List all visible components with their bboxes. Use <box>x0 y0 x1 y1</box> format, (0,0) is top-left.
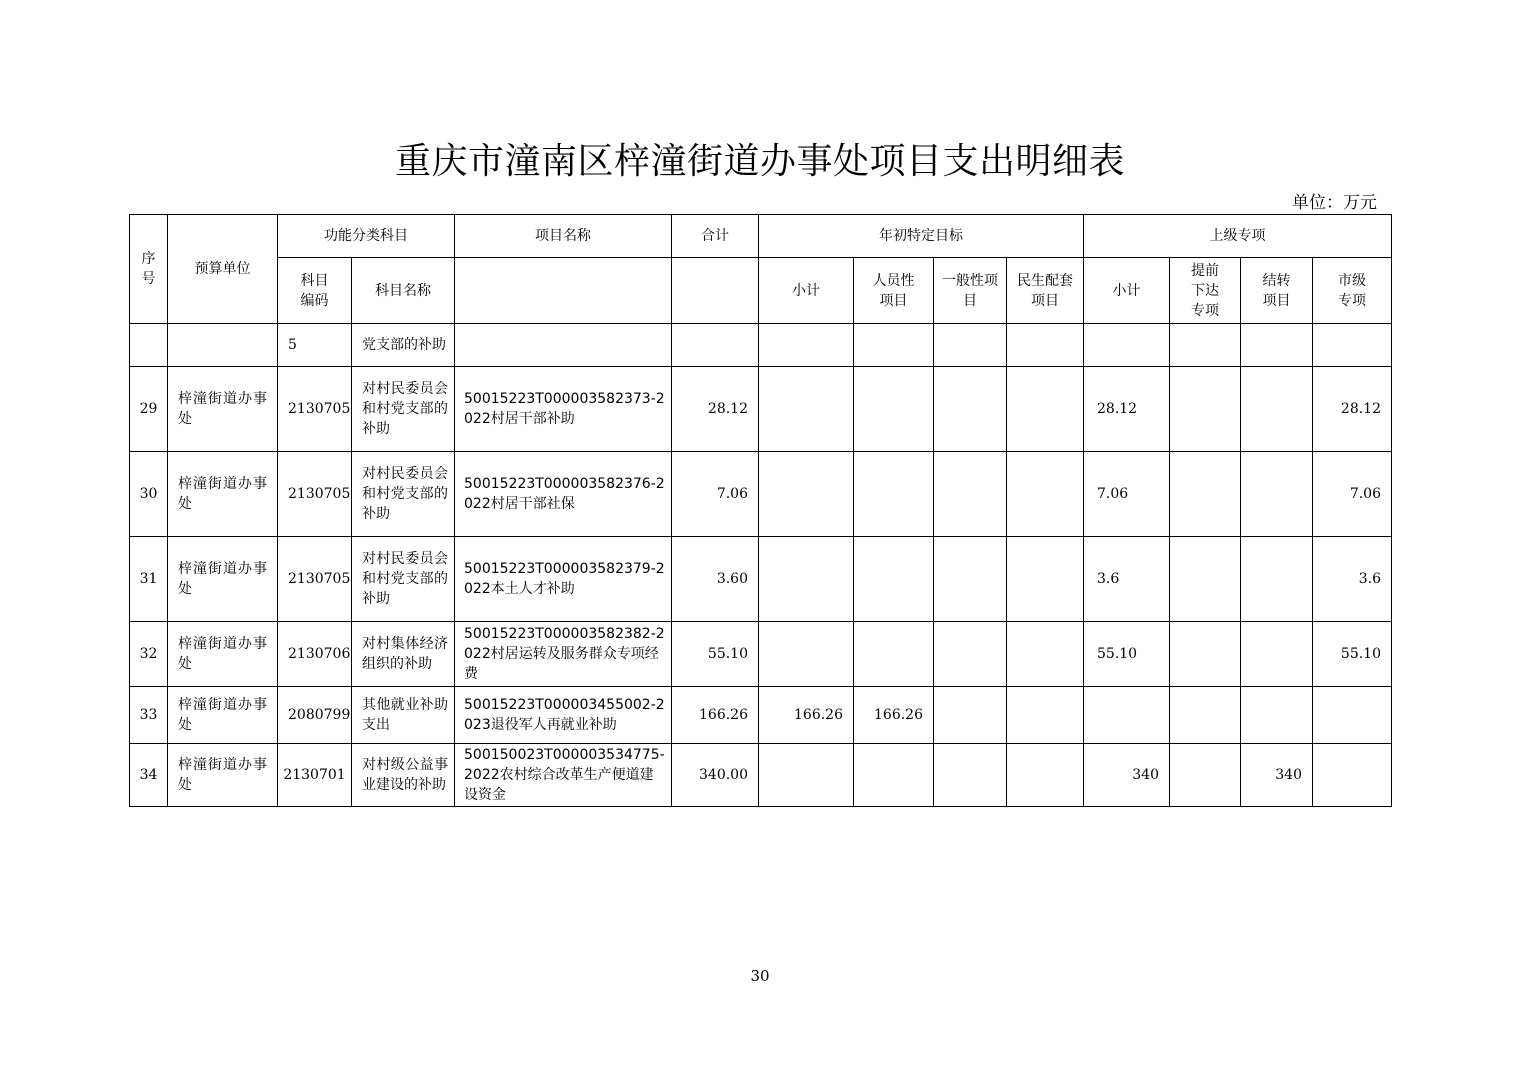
cell-annual-subtotal <box>759 537 854 622</box>
cell-livelihood <box>1007 367 1084 452</box>
header-superior-subtotal: 小计 <box>1084 258 1170 324</box>
cell-total: 7.06 <box>672 452 759 537</box>
header-superior: 上级专项 <box>1084 215 1392 258</box>
cell-budget-unit: 梓潼街道办事处 <box>168 367 278 452</box>
cell-livelihood <box>1007 452 1084 537</box>
cell-general <box>934 537 1007 622</box>
cell-personnel <box>854 537 934 622</box>
cell-seq: 32 <box>130 622 168 687</box>
cell-advance <box>1170 744 1241 807</box>
cell-project-name: 50015223T000003455002-2023退役军人再就业补助 <box>455 687 672 744</box>
cell-code: 2130706 <box>278 622 352 687</box>
cell-carryover <box>1241 367 1313 452</box>
cell-annual-subtotal <box>759 744 854 807</box>
cont-subject-name: 党支部的补助 <box>352 324 455 367</box>
cell-general <box>934 367 1007 452</box>
cell-total: 3.60 <box>672 537 759 622</box>
cont-code: 5 <box>278 324 352 367</box>
cell-seq: 30 <box>130 452 168 537</box>
table-row <box>130 367 1392 452</box>
cell-general <box>934 687 1007 744</box>
cell-annual-subtotal: 166.26 <box>759 687 854 744</box>
cell-subject-name: 对村集体经济组织的补助 <box>352 622 455 687</box>
cell-seq: 31 <box>130 537 168 622</box>
cell-livelihood <box>1007 744 1084 807</box>
cell-personnel <box>854 744 934 807</box>
cell-subject-name: 对村民委员会和村党支部的补助 <box>352 452 455 537</box>
cell-advance <box>1170 622 1241 687</box>
cell-superior-subtotal: 7.06 <box>1084 452 1170 537</box>
page-title: 重庆市潼南区梓潼街道办事处项目支出明细表 <box>394 141 1125 182</box>
cell-city <box>1313 687 1392 744</box>
cell-total: 28.12 <box>672 367 759 452</box>
cell-carryover <box>1241 687 1313 744</box>
cell-seq: 33 <box>130 687 168 744</box>
cell-subject-name: 对村级公益事业建设的补助 <box>352 744 455 807</box>
cell-superior-subtotal: 28.12 <box>1084 367 1170 452</box>
table-row <box>130 744 1392 807</box>
cont-unit <box>168 324 278 367</box>
header-advance: 提前下达专项 <box>1170 258 1241 324</box>
header-subject-name: 科目名称 <box>352 258 455 324</box>
header-row-2 <box>130 258 1392 324</box>
cell-budget-unit: 梓潼街道办事处 <box>168 744 278 807</box>
cell-livelihood <box>1007 622 1084 687</box>
table-row <box>130 452 1392 537</box>
cell-code: 2130701 <box>278 744 352 807</box>
cell-general <box>934 622 1007 687</box>
cell-budget-unit: 梓潼街道办事处 <box>168 537 278 622</box>
cell-city <box>1313 744 1392 807</box>
cell-annual-subtotal <box>759 367 854 452</box>
cell-budget-unit: 梓潼街道办事处 <box>168 687 278 744</box>
cell-general <box>934 744 1007 807</box>
cell-code: 2080799 <box>278 687 352 744</box>
cell-city: 3.6 <box>1313 537 1392 622</box>
header-row-1 <box>130 215 1392 258</box>
cont-seq <box>130 324 168 367</box>
cell-project-name: 50015223T000003582382-2022村居运转及服务群众专项经费 <box>455 622 672 687</box>
cell-seq: 34 <box>130 744 168 807</box>
cell-carryover <box>1241 452 1313 537</box>
cell-general <box>934 452 1007 537</box>
cell-personnel: 166.26 <box>854 687 934 744</box>
cell-seq: 29 <box>130 367 168 452</box>
cell-code: 2130705 <box>278 537 352 622</box>
header-general: 一般性项目 <box>934 258 1007 324</box>
cell-advance <box>1170 687 1241 744</box>
cell-carryover <box>1241 622 1313 687</box>
header-budget-unit: 预算单位 <box>168 215 278 324</box>
header-project-name: 项目名称 <box>455 215 672 258</box>
expenditure-table <box>129 214 1392 807</box>
header-code: 科目编码 <box>278 258 352 324</box>
page-number: 30 <box>750 967 770 985</box>
table-row <box>130 622 1392 687</box>
table-row <box>130 537 1392 622</box>
cell-total: 340.00 <box>672 744 759 807</box>
continuation-row <box>130 324 1392 367</box>
cell-superior-subtotal <box>1084 687 1170 744</box>
cell-carryover <box>1241 537 1313 622</box>
cell-total: 55.10 <box>672 622 759 687</box>
cell-code: 2130705 <box>278 452 352 537</box>
header-func-class: 功能分类科目 <box>278 215 455 258</box>
cell-advance <box>1170 367 1241 452</box>
cell-total: 166.26 <box>672 687 759 744</box>
cell-superior-subtotal: 55.10 <box>1084 622 1170 687</box>
cell-city: 55.10 <box>1313 622 1392 687</box>
cell-annual-subtotal <box>759 622 854 687</box>
header-livelihood: 民生配套项目 <box>1007 258 1084 324</box>
cell-project-name: 500150023T000003534775-2022农村综合改革生产便道建设资金 <box>455 744 672 807</box>
cell-superior-subtotal: 3.6 <box>1084 537 1170 622</box>
cell-advance <box>1170 452 1241 537</box>
cell-budget-unit: 梓潼街道办事处 <box>168 622 278 687</box>
cell-annual-subtotal <box>759 452 854 537</box>
cell-personnel <box>854 367 934 452</box>
cell-budget-unit: 梓潼街道办事处 <box>168 452 278 537</box>
unit-label: 单位：万元 <box>1292 193 1377 213</box>
cell-subject-name: 其他就业补助支出 <box>352 687 455 744</box>
cell-superior-subtotal: 340 <box>1084 744 1170 807</box>
cell-carryover: 340 <box>1241 744 1313 807</box>
header-annual-subtotal: 小计 <box>759 258 854 324</box>
header-personnel: 人员性项目 <box>854 258 934 324</box>
header-total-blank <box>672 258 759 324</box>
header-carryover: 结转项目 <box>1241 258 1313 324</box>
cell-code: 2130705 <box>278 367 352 452</box>
cell-project-name: 50015223T000003582373-2022村居干部补助 <box>455 367 672 452</box>
cell-project-name: 50015223T000003582379-2022本土人才补助 <box>455 537 672 622</box>
cell-project-name: 50015223T000003582376-2022村居干部社保 <box>455 452 672 537</box>
header-annual-target: 年初特定目标 <box>759 215 1084 258</box>
cell-city: 7.06 <box>1313 452 1392 537</box>
cell-livelihood <box>1007 687 1084 744</box>
header-city: 市级专项 <box>1313 258 1392 324</box>
cell-personnel <box>854 452 934 537</box>
header-seq: 序号 <box>130 215 168 324</box>
header-project-blank <box>455 258 672 324</box>
cell-personnel <box>854 622 934 687</box>
cell-advance <box>1170 537 1241 622</box>
cell-city: 28.12 <box>1313 367 1392 452</box>
header-total: 合计 <box>672 215 759 258</box>
cell-subject-name: 对村民委员会和村党支部的补助 <box>352 367 455 452</box>
cell-subject-name: 对村民委员会和村党支部的补助 <box>352 537 455 622</box>
table-row <box>130 687 1392 744</box>
cell-livelihood <box>1007 537 1084 622</box>
